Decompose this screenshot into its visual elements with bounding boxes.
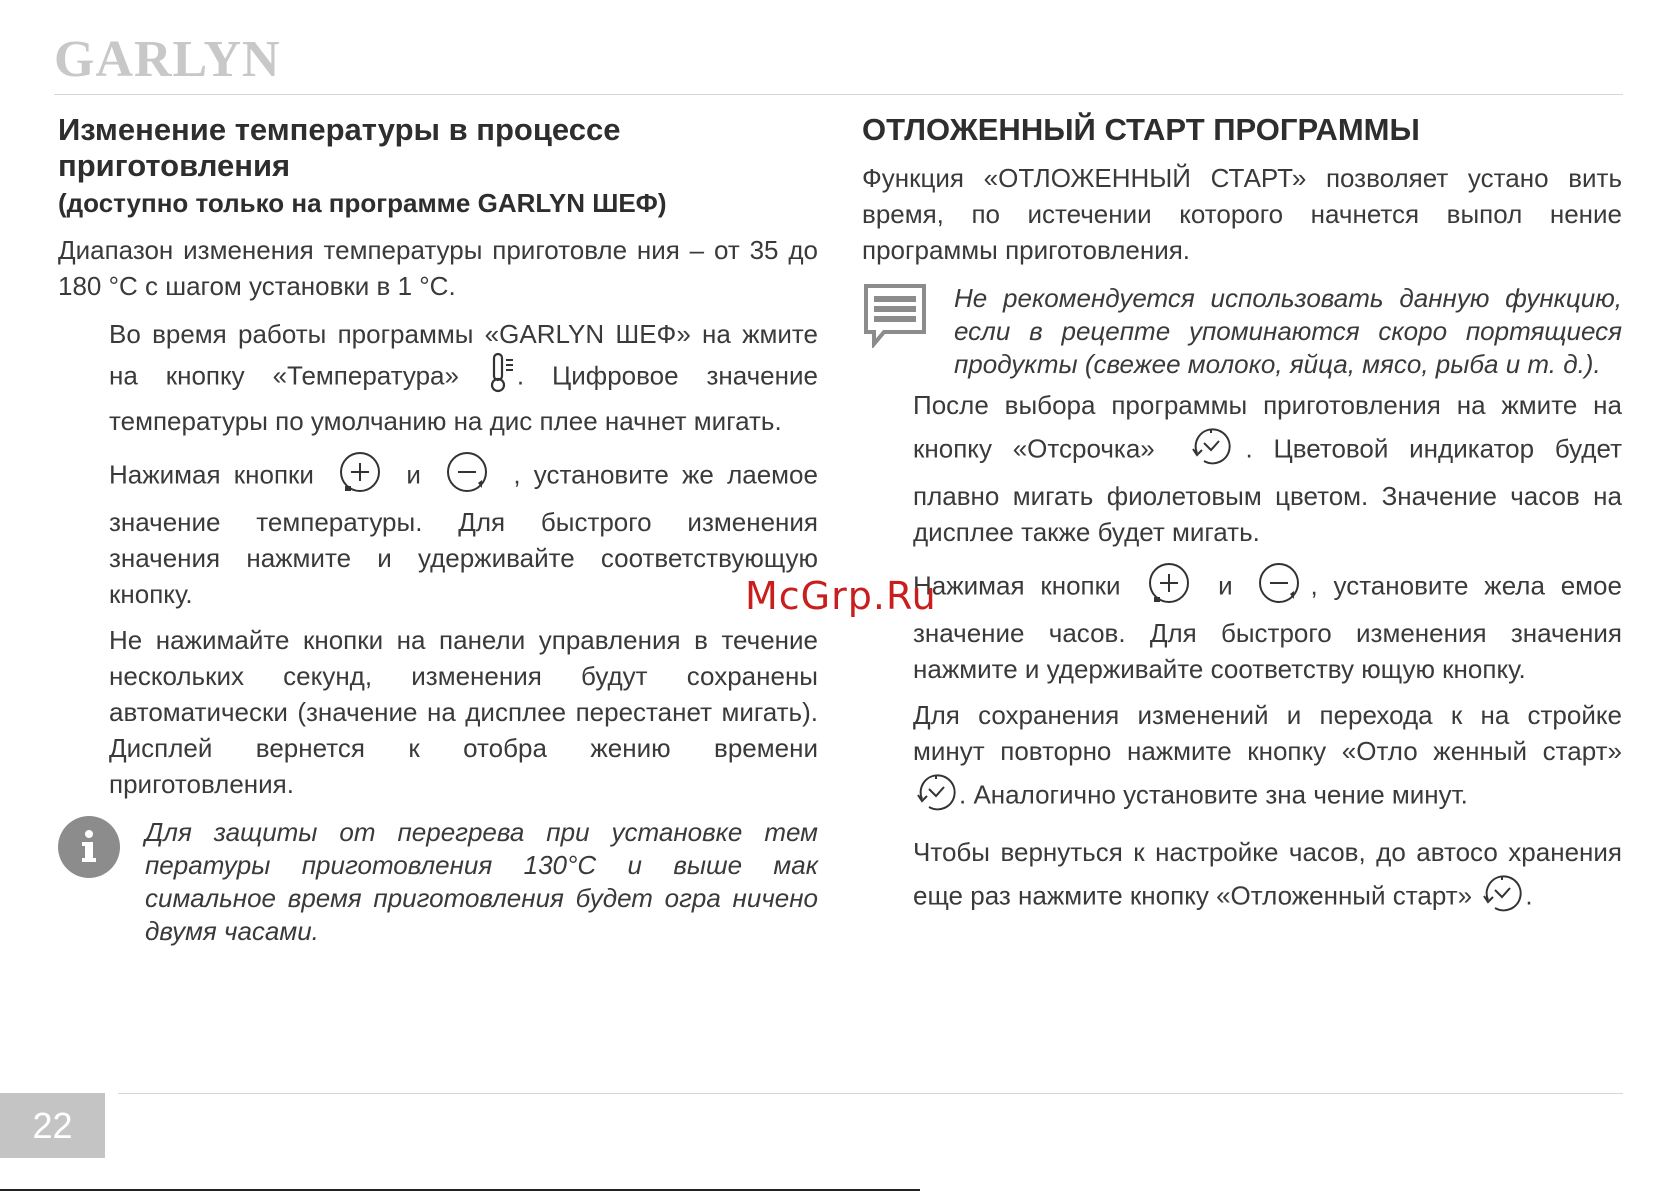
left-paragraph-3: Не нажимайте кнопки на панели управления в течение нескольких секунд, изменения будут сохранены автоматически (значение на дисплее перестанет мигать). Дисплей вернется к отобра жению времени приготовления.	[109, 625, 818, 799]
right-p2-text-a: Нажимая кнопки	[913, 570, 1121, 601]
bottom-edge-line	[0, 1189, 920, 1191]
footer-divider	[118, 1093, 1623, 1094]
delay-clock-icon	[913, 769, 959, 824]
right-column	[862, 112, 1622, 925]
right-p4-text-a: Чтобы вернуться к настройке часов, до автосо хранения еще раз нажмите кнопку «Отложенный старт»	[913, 837, 1622, 911]
right-intro-text: Функция «ОТЛОЖЕННЫЙ СТАРТ» позволяет устано вить время, по истечении которого начнется выпол нение программы приготовления.	[862, 163, 1622, 265]
info-icon	[58, 816, 120, 878]
thermometer-icon	[487, 352, 517, 403]
left-p2-text-a: Нажимая кнопки	[109, 459, 314, 490]
right-section-title: ОТЛОЖЕННЫЙ СТАРТ ПРОГРАММЫ	[862, 112, 1420, 147]
left-p1-text-a: Во время работы программы «GARLYN ШЕФ» на жмите на кнопку «Температура»	[109, 319, 818, 391]
right-p2-text-c: , установите жела емое значение часов. Для быстрого изменения значения нажмите и удерживайте соответству ющую кнопку.	[913, 570, 1622, 684]
right-warning-note	[862, 282, 1622, 381]
right-paragraph-1	[913, 387, 1622, 550]
right-p3-text-a: Для сохранения изменений и перехода к на стройке минут повторно нажмите кнопку «Отло женный старт»	[913, 700, 1622, 766]
plus-button-icon	[1146, 560, 1192, 615]
left-intro-text: Диапазон изменения температуры приготовле ния – от 35 до 180 °С с шагом установки в 1 °С.	[58, 235, 818, 301]
watermark-text: McGrp.Ru	[745, 574, 937, 618]
plus-button-icon	[337, 449, 383, 504]
left-column	[58, 112, 818, 948]
left-p2-text-b: и	[406, 459, 421, 490]
right-paragraph-3	[913, 697, 1622, 824]
minus-button-icon	[444, 449, 490, 504]
brand-logo: GARLYN	[54, 31, 281, 88]
left-section-title: Изменение температуры в процессе приготовления	[58, 112, 621, 183]
minus-button-icon	[1256, 560, 1302, 615]
right-p3-text-b: . Аналогично установите зна чение минут.	[959, 779, 1468, 810]
right-p4-text-b: .	[1525, 880, 1533, 911]
right-p1-text-a: После выбора программы приготовления на жмите на кнопку «Отсрочка»	[913, 390, 1622, 464]
right-paragraph-2	[913, 560, 1622, 687]
left-paragraph-1	[109, 316, 818, 439]
left-p1-text-b: . Цифровое значение температуры по умолчанию на дис плее начнет мигать.	[109, 360, 818, 436]
header-divider	[54, 94, 1623, 95]
right-p2-text-b: и	[1218, 570, 1233, 601]
delay-clock-icon	[1188, 423, 1234, 478]
left-section-subtitle: (доступно только на программе GARLYN ШЕФ)	[58, 188, 667, 218]
left-p2-text-c: , установите же лаемое значение температуры. Для быстрого изменения значения нажмите и удерживайте соответствующую кнопку.	[109, 459, 818, 609]
page-number: 22	[0, 1093, 105, 1158]
right-note-text: Не рекомендуется использовать данную функцию, если в рецепте упоминаются скоро портящиеся продукты (свежее молоко, яйца, мясо, рыба и т. д.).	[954, 283, 1622, 379]
right-p1-text-b: . Цветовой индикатор будет плавно мигать фиолетовым цветом. Значение часов на дисплее также будет мигать.	[913, 433, 1622, 547]
note-message-icon	[862, 282, 928, 353]
left-info-note	[58, 816, 818, 948]
right-paragraph-4	[913, 834, 1622, 925]
delay-clock-icon	[1479, 870, 1525, 925]
left-paragraph-2	[109, 449, 818, 612]
left-note-text: Для защиты от перегрева при установке тем пературы приготовления 130°С и выше мак симальное время приготовления будет огра ничено двумя часами.	[145, 817, 818, 946]
